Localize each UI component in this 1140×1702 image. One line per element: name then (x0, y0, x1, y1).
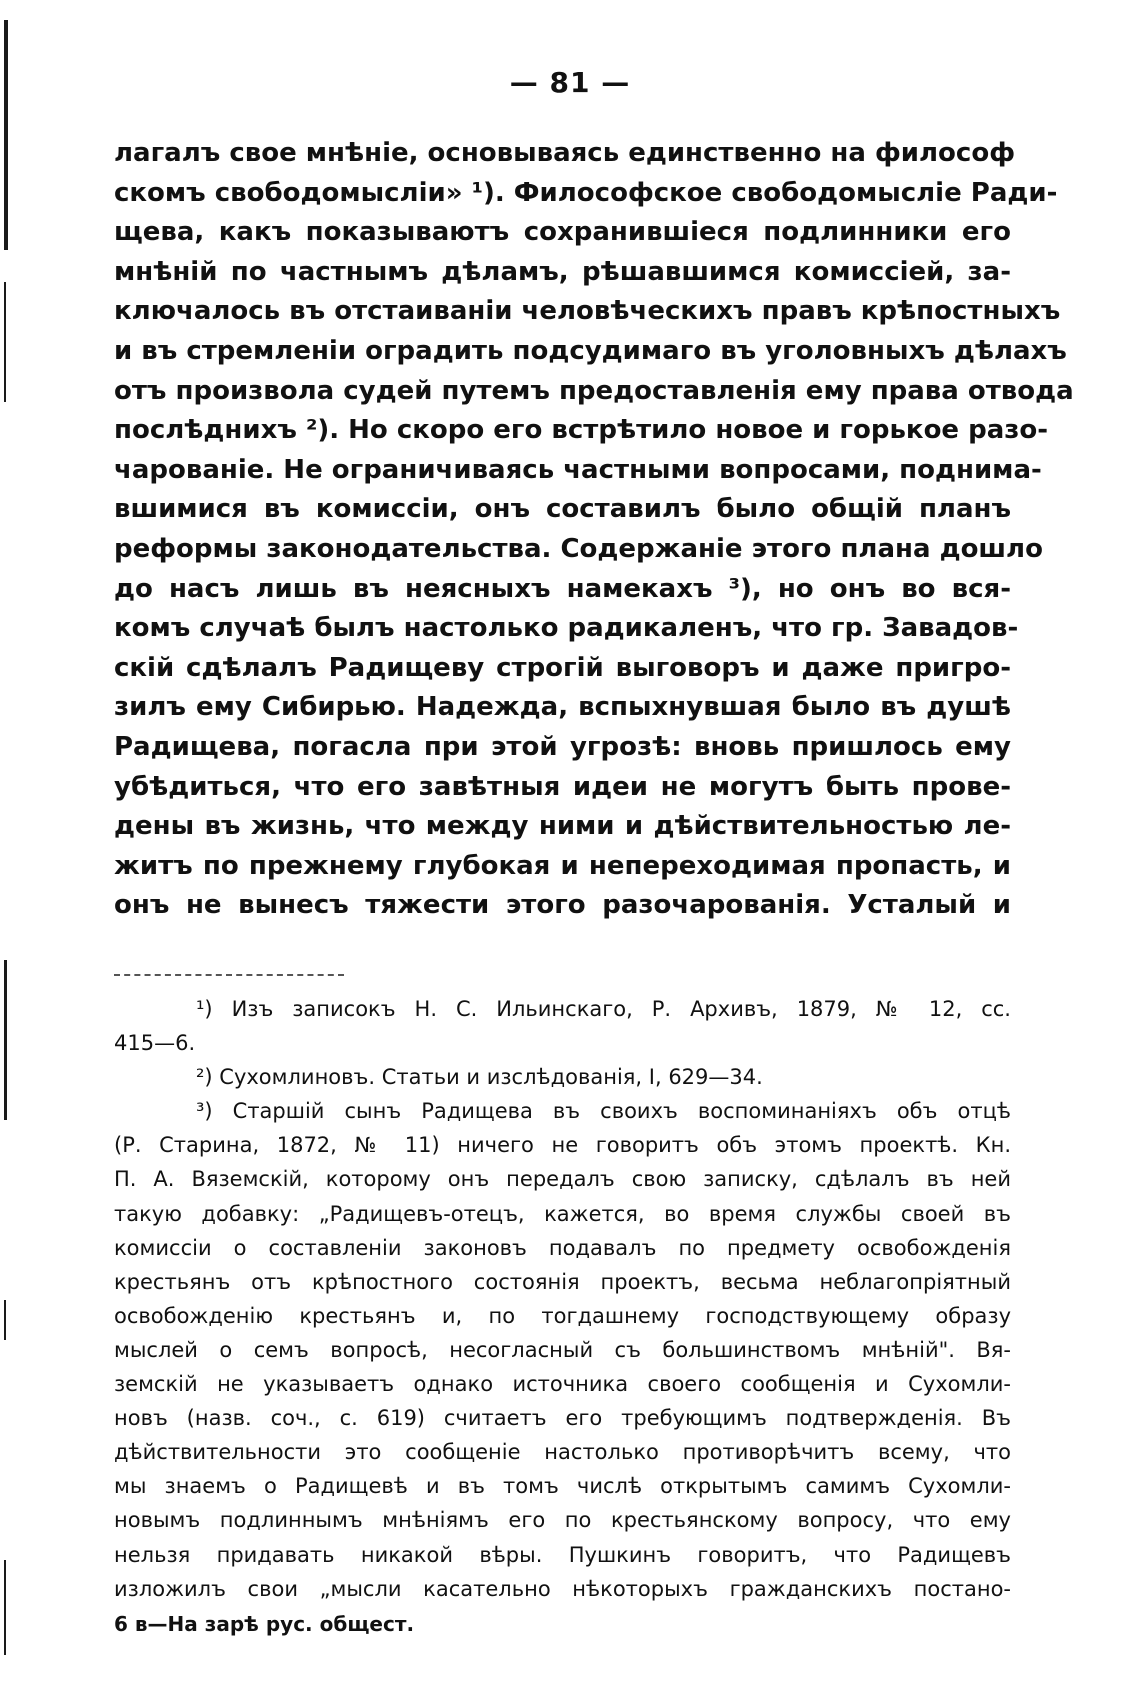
text-line: щева, какъ показываютъ сохранившіеся подлинники его (114, 217, 1011, 248)
footnote-line: мы знаемъ о Радищевѣ и въ томъ числѣ открытымъ самимъ Сухомли- (114, 1474, 1011, 1499)
text-line: дены въ жизнь, что между ними и дѣйствительностью ле- (114, 811, 1011, 842)
footnote-line: 415—6. (114, 1031, 196, 1056)
text-line: чарованіе. Не ограничиваясь частными вопросами, поднима- (114, 454, 1042, 485)
text-line: скомъ свободомысліи» ¹). Философское свободомысліе Ради- (114, 177, 1058, 208)
scan-edge-mark (4, 1300, 6, 1340)
footnote-line: новъ (назв. соч., с. 619) считаетъ его требующимъ подтвержденія. Въ (114, 1406, 1011, 1431)
printer-signature-mark: 6 в—На зарѣ рус. общест. (114, 1612, 415, 1636)
text-line: зилъ ему Сибирью. Надежда, вспыхнувшая было въ душѣ (114, 692, 1011, 723)
footnote-line: ²) Сухомлиновъ. Статьи и изслѣдованія, I, 629—34. (196, 1065, 763, 1090)
page-number: — 81 — (509, 66, 631, 99)
footnote-line: земскій не указываетъ однако источника своего сообщенія и Сухомли- (114, 1372, 1011, 1397)
text-line: до насъ лишь въ неясныхъ намекахъ ³), но онъ во вся- (114, 573, 1011, 604)
footnote-line: ¹) Изъ записокъ Н. С. Ильинскаго, Р. Архивъ, 1879, № 12, сс. (196, 997, 1011, 1021)
footnote-line: (Р. Старина, 1872, № 11) ничего не говоритъ объ этомъ проектѣ. Кн. (114, 1133, 1011, 1158)
text-line: реформы законодательства. Содержаніе этого плана дошло (114, 533, 1043, 564)
text-line: ключалось въ отстаиваніи человѣческихъ правъ крѣпостныхъ (114, 296, 1061, 327)
footnote-line: нельзя придавать никакой вѣры. Пушкинъ говоритъ, что Радищевъ (114, 1542, 1011, 1567)
footnote-separator (114, 974, 344, 976)
footnote-line: П. А. Вяземскій, которому онъ передалъ свою записку, сдѣлалъ въ ней (114, 1167, 1011, 1192)
scan-edge-mark (4, 20, 8, 250)
text-line: убѣдиться, что его завѣтныя идеи не могутъ быть прове- (114, 771, 1011, 802)
scan-edge-mark (4, 1560, 6, 1655)
text-line: житъ по прежнему глубокая и непереходимая пропасть, и (114, 850, 1011, 881)
text-line: лагалъ свое мнѣніе, основываясь единственно на философ (114, 138, 1015, 168)
footnote-line: новымъ подлиннымъ мнѣніямъ его по крестьянскому вопросу, что ему (114, 1508, 1011, 1533)
text-line: вшимися въ комиссіи, онъ составилъ было общій планъ (114, 494, 1011, 525)
footnote-line: ³) Старшій сынъ Радищева въ своихъ воспоминаніяхъ объ отцѣ (196, 1099, 1011, 1124)
text-line: скій сдѣлалъ Радищеву строгій выговоръ и даже пригро- (114, 652, 1011, 683)
main-text-block (114, 134, 1074, 926)
text-line: комъ случаѣ былъ настолько радикаленъ, что гр. Завадов- (114, 613, 1019, 644)
footnote-line: изложилъ свои „мысли касательно нѣкоторыхъ гражданскихъ постано- (114, 1576, 1011, 1601)
scan-edge-mark (4, 960, 7, 1120)
footnote-line: освобожденію крестьянъ и, по тогдашнему господствующему образу (114, 1303, 1011, 1328)
text-line: отъ произвола судей путемъ предоставленія ему права отвода (114, 375, 1074, 406)
footnote-line: мыслей о семъ вопросѣ, несогласный съ большинствомъ мнѣній". Вя- (114, 1337, 1011, 1362)
footnote-line: крестьянъ отъ крѣпостного состоянія проектъ, весьма неблагопріятный (114, 1269, 1011, 1294)
text-line: Радищева, погасла при этой угрозѣ: вновь пришлось ему (114, 731, 1011, 762)
scan-edge-mark (4, 282, 6, 402)
footnote-line: такую добавку: „Радищевъ-отецъ, кажется, во время службы своей въ (114, 1201, 1011, 1226)
text-line: онъ не вынесъ тяжести этого разочарованія. Усталый и (114, 890, 1011, 921)
text-line: мнѣній по частнымъ дѣламъ, рѣшавшимся комиссіей, за- (114, 256, 1011, 287)
footnotes-block (114, 992, 1011, 1606)
footnote-line: комиссіи о составленіи законовъ подавалъ по предмету освобожденія (114, 1235, 1011, 1260)
text-line: и въ стремленіи оградить подсудимаго въ уголовныхъ дѣлахъ (114, 335, 1067, 366)
footnote-line: дѣйствительности это сообщеніе настолько противорѣчитъ всему, что (114, 1440, 1011, 1465)
text-line: послѣднихъ ²). Но скоро его встрѣтило новое и горькое разо- (114, 415, 1049, 446)
